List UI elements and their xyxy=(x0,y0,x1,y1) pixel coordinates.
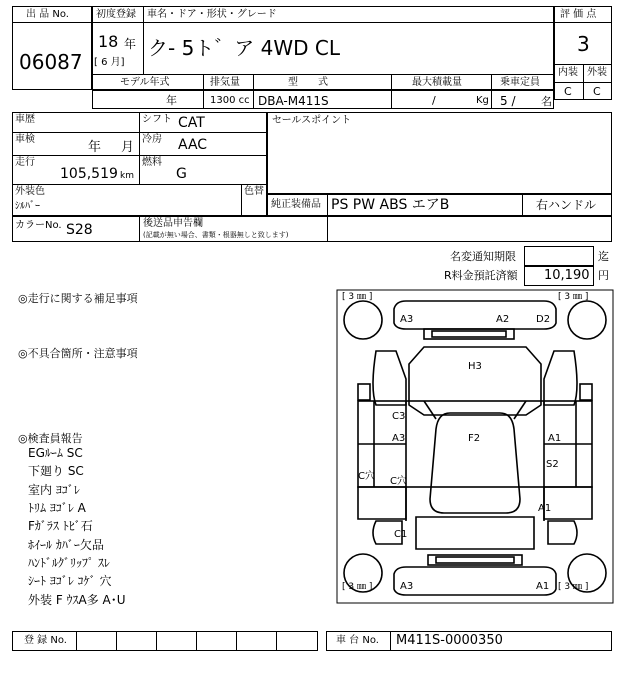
rear-docs-label: 後送品申告欄 xyxy=(143,218,203,229)
recycle-value: 10,190 xyxy=(544,268,590,283)
first-reg-year-unit: 年 xyxy=(124,37,137,51)
sales-point-label: セールスポイント xyxy=(272,115,352,126)
inspector-line: ﾄﾘﾑ ﾖｺﾞﾚ A xyxy=(28,501,86,515)
driving-notes-label: ◎走行に関する補足事項 xyxy=(18,292,138,305)
model-year-label: モデル年式 xyxy=(120,77,170,88)
tire-depth-tr: [ 3 ㎜ ] xyxy=(558,292,589,302)
color-no-label: カラーNo. xyxy=(15,220,62,231)
max-load-label: 最大積載量 xyxy=(412,77,462,88)
shift-value: CAT xyxy=(178,115,205,131)
inspector-line: ﾎｲｰﾙ ｶﾊﾞｰ欠品 xyxy=(28,538,104,552)
ac-value: AAC xyxy=(178,137,208,153)
model-type-value: DBA-M411S xyxy=(258,94,329,108)
damage-mark: F2 xyxy=(468,433,481,444)
damage-mark: A1 xyxy=(538,503,552,514)
deadline-unit: 迄 xyxy=(598,250,609,263)
grade-value: 3 xyxy=(577,32,590,56)
shift-label: シフト xyxy=(142,114,172,125)
inspection-month-unit: 月 xyxy=(121,140,135,155)
interior-value: C xyxy=(564,85,572,98)
interior-label: 内装 xyxy=(558,67,578,78)
displacement-label: 排気量 xyxy=(210,77,240,88)
damage-mark: A3 xyxy=(400,314,414,325)
inspector-line: EGﾙｰﾑ SC xyxy=(28,446,83,460)
damage-mark: A3 xyxy=(400,581,414,592)
equipment-value: PS PW ABS エアB xyxy=(331,197,450,213)
exterior-value: C xyxy=(593,85,601,98)
history-label: 車歴 xyxy=(15,114,35,125)
damage-mark: S2 xyxy=(546,459,559,470)
fuel-value: G xyxy=(176,166,187,182)
model-year-unit: 年 xyxy=(166,94,177,107)
recycle-label: R料金預託済額 xyxy=(444,269,518,282)
damage-mark: C穴 xyxy=(390,476,407,487)
grade-label: 評 価 点 xyxy=(560,9,597,20)
inspector-line: Fｶﾞﾗｽ ﾄﾋﾞ石 xyxy=(28,519,93,533)
first-reg-label: 初度登録 xyxy=(96,9,136,20)
tire-depth-br: [ 3 ㎜ ] xyxy=(558,582,589,592)
color-no-box xyxy=(12,216,612,242)
inspection-label: 車検 xyxy=(15,134,35,145)
exterior-label: 外装 xyxy=(587,67,607,78)
first-reg-year: 18 xyxy=(98,32,119,51)
ac-label: 冷房 xyxy=(142,134,162,145)
damage-mark: C穴 xyxy=(358,471,375,482)
damage-mark: A1 xyxy=(548,433,562,444)
damage-mark: H3 xyxy=(468,361,482,372)
inspector-line: 外装 F ｳｽA多 A･U xyxy=(28,593,126,607)
inspection-year-unit: 年 xyxy=(88,140,102,155)
max-load-value: / xyxy=(432,94,436,107)
damage-mark: A1 xyxy=(536,581,550,592)
reg-no-label: 登 録 No. xyxy=(24,635,67,646)
inspector-line: 室内 ﾖｺﾞﾚ xyxy=(28,483,80,497)
damage-mark: C3 xyxy=(392,411,406,422)
chassis-value: M411S-0000350 xyxy=(396,633,503,648)
steering-value: 右ハンドル xyxy=(536,198,597,212)
recycle-unit: 円 xyxy=(598,269,609,282)
damage-mark: A3 xyxy=(392,433,406,444)
damage-mark: C1 xyxy=(394,529,408,540)
capacity-label: 乗車定員 xyxy=(500,77,540,88)
tire-depth-bl: [ 3 ㎜ ] xyxy=(342,582,373,592)
mileage-value: 105,519 xyxy=(60,166,118,182)
tire-depth-tl: [ 3 ㎜ ] xyxy=(342,292,373,302)
lot-number: 06087 xyxy=(19,50,83,74)
max-load-unit: Kg xyxy=(476,95,489,106)
defects-label: ◎不具合箇所・注意事項 xyxy=(18,347,138,360)
inspector-label: ◎検査員報告 xyxy=(18,432,83,445)
capacity-value: 5 / xyxy=(500,94,516,108)
mileage-unit: km xyxy=(120,171,134,181)
deadline-label: 名変通知期限 xyxy=(450,250,516,263)
inspector-line: 下廻り SC xyxy=(28,464,84,478)
chassis-label: 車 台 No. xyxy=(336,635,379,646)
displacement-value: 1300 cc xyxy=(210,95,250,106)
equipment-label: 純正装備品 xyxy=(271,199,321,210)
capacity-unit: 名 xyxy=(541,95,552,108)
car-name-label: 車名・ドア・形状・グレード xyxy=(147,9,277,20)
model-type-label: 型 式 xyxy=(288,77,328,88)
mileage-label: 走行 xyxy=(15,157,35,168)
deadline-box xyxy=(524,246,594,266)
lot-label: 出 品 No. xyxy=(26,9,69,20)
inspector-line: ｼｰﾄ ﾖｺﾞﾚ ｺｹﾞ 穴 xyxy=(28,574,112,588)
damage-mark: A2 xyxy=(496,314,510,325)
color-change-label: 色替 xyxy=(244,186,264,197)
color-no-value: S28 xyxy=(66,222,93,238)
car-name: ク- 5ト゛ア 4WD CL xyxy=(148,36,341,60)
damage-mark: D2 xyxy=(536,314,551,325)
fuel-label: 燃料 xyxy=(142,157,162,168)
car-diagram xyxy=(336,289,614,604)
inspector-line: ﾊﾝﾄﾞﾙｸﾞﾘｯﾌﾟ ｽﾚ xyxy=(28,556,110,570)
first-reg-month: [ 6 月] xyxy=(94,57,125,68)
exterior-color-value: ｼﾙﾊﾞｰ xyxy=(15,201,40,212)
exterior-color-label: 外装色 xyxy=(15,186,45,197)
rear-docs-note: (記載が無い場合、書類・根器無しと致します) xyxy=(143,231,289,239)
